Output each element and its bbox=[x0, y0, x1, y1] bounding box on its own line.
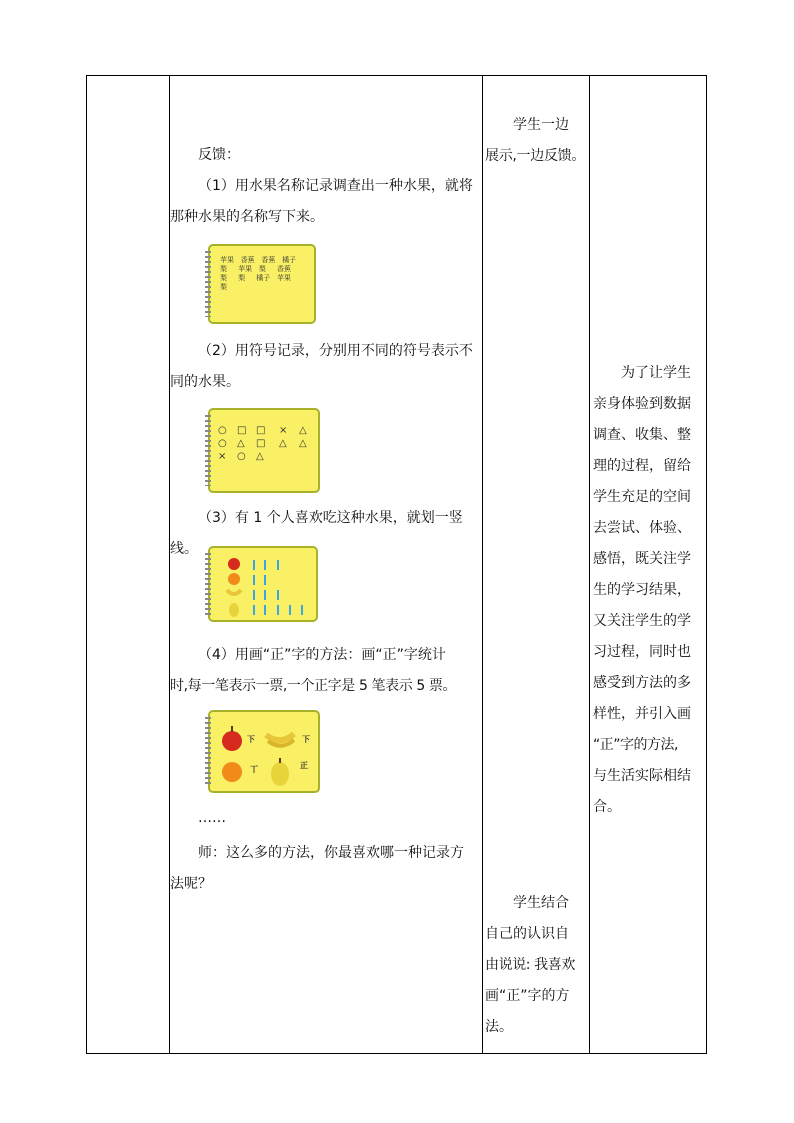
symbol: □ bbox=[256, 425, 266, 436]
banana-icon bbox=[266, 734, 294, 740]
pear-icon bbox=[229, 603, 239, 617]
zheng-mark: 下 bbox=[302, 735, 310, 744]
tally-mark bbox=[264, 590, 266, 600]
design-intent: 为了让学生 亲身体验到数据 调查、收集、整 理的过程，留给 学生充足的空间 去尝试、体验、 感悟，既关注学 生的学习结果， 又关注学生的学 习过程，同时也 感受到方法的多 样性，并引入画 “正”字的方法, 与生活实际相结 合。 bbox=[593, 365, 691, 815]
symbol: △ bbox=[299, 425, 307, 436]
fruit-pictures bbox=[218, 720, 314, 790]
symbol: □ bbox=[256, 438, 266, 449]
tally-mark bbox=[289, 605, 291, 615]
pear-icon bbox=[271, 762, 289, 786]
tally-mark bbox=[253, 560, 255, 570]
tally-mark bbox=[277, 590, 279, 600]
orange-icon bbox=[222, 762, 242, 782]
tally-mark bbox=[277, 605, 279, 615]
tally-mark bbox=[264, 560, 266, 570]
symbol: × bbox=[218, 451, 227, 462]
symbol: △ bbox=[299, 438, 307, 449]
symbol: △ bbox=[279, 438, 287, 449]
column-divider-2 bbox=[482, 76, 483, 1053]
item-4: （4）用画“正”字的方法：画“正”字统计 时,每一笔表示一票,一个正字是 5 笔表示 5 票。 bbox=[170, 647, 457, 694]
student-activity-2: 学生结合 自己的认识自 由说说: 我喜欢 画“正”字的方 法。 bbox=[485, 895, 575, 1035]
ellipsis: …… bbox=[198, 810, 226, 826]
symbol: ○ bbox=[218, 425, 227, 436]
zheng-mark: 丅 bbox=[250, 765, 258, 774]
zheng-mark: 下 bbox=[247, 735, 255, 744]
tally-mark bbox=[253, 605, 255, 615]
notebook-tally bbox=[208, 546, 318, 622]
notebook-zheng bbox=[208, 710, 320, 793]
zheng-mark: 正 bbox=[300, 761, 308, 770]
notebook-symbols bbox=[208, 408, 320, 493]
item-3: （3）有 1 个人喜欢吃这种水果，就划一竖线。 bbox=[170, 510, 463, 557]
notebook-names-text: 苹果 香蕉 香蕉 橘子 梨 苹果 梨 香蕉 梨 梨 橘子 苹果 梨 bbox=[220, 256, 297, 291]
tally-mark bbox=[277, 560, 279, 570]
feedback-label: 反馈： bbox=[198, 147, 240, 163]
symbol: △ bbox=[256, 451, 264, 462]
student-activity-1: 学生一边 展示,一边反馈。 bbox=[485, 117, 586, 164]
symbol: ○ bbox=[237, 451, 246, 462]
fruit-column bbox=[224, 554, 244, 620]
item-2: （2）用符号记录，分别用不同的符号表示不 同的水果。 bbox=[170, 343, 473, 390]
column-divider-3 bbox=[589, 76, 590, 1053]
symbol: × bbox=[279, 425, 288, 436]
apple-icon bbox=[222, 731, 242, 751]
banana-icon bbox=[227, 590, 241, 594]
teacher-question: 师：这么多的方法，你最喜欢哪一种记录方 法呢？ bbox=[170, 845, 464, 892]
symbol: △ bbox=[237, 438, 245, 449]
item-1: （1）用水果名称记录调查出一种水果，就将 那种水果的名称写下来。 bbox=[170, 178, 473, 225]
tally-mark bbox=[264, 575, 266, 585]
tally-mark bbox=[264, 605, 266, 615]
notebook-names bbox=[208, 244, 316, 324]
apple-icon bbox=[228, 558, 240, 570]
tally-mark bbox=[253, 575, 255, 585]
symbol: □ bbox=[237, 425, 247, 436]
orange-icon bbox=[228, 573, 240, 585]
symbol: ○ bbox=[218, 438, 227, 449]
tally-mark bbox=[301, 605, 303, 615]
tally-mark bbox=[253, 590, 255, 600]
